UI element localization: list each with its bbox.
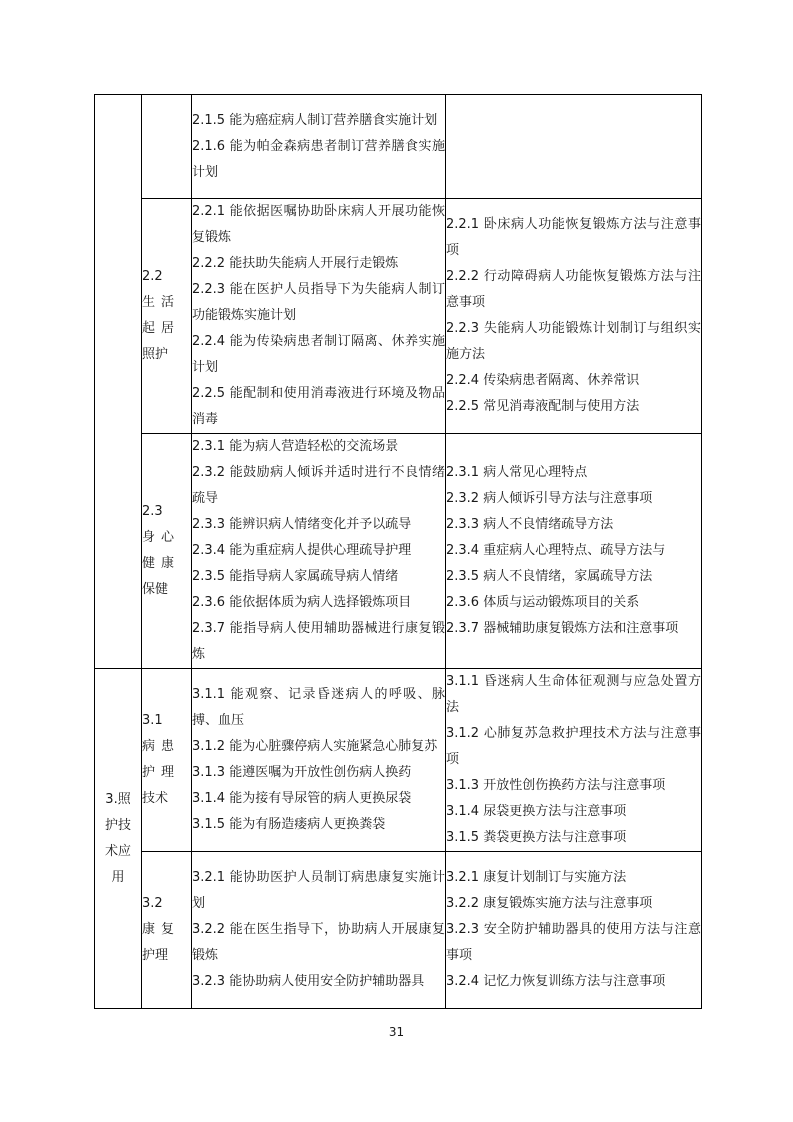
table-row: [95, 95, 702, 199]
unit-code: 2.3: [142, 504, 163, 519]
knowledge-item: 2.2.3 失能病人功能锻炼计划制订与组织实施方法: [446, 321, 701, 362]
knowledge-item: 2.2.1 卧床病人功能恢复锻炼方法与注意事项: [446, 217, 701, 258]
skill-item: 2.2.3 能在医护人员指导下为失能病人制订功能锻炼实施计划: [192, 282, 445, 323]
skills-cell: [192, 95, 446, 199]
skill-item: 2.2.1 能依据医嘱协助卧床病人开展功能恢复锻炼: [192, 204, 445, 245]
skill-item: 2.3.2 能鼓励病人倾诉并适时进行不良情绪疏导: [192, 465, 445, 506]
skill-item: 2.3.6 能依据体质为病人选择锻炼项目: [192, 595, 412, 610]
knowledge-item: 2.3.5 病人不良情绪，家属疏导方法: [446, 569, 653, 584]
knowledge-item: 2.2.2 行动障碍病人功能恢复锻炼方法与注意事项: [446, 269, 701, 310]
unit-code: 3.2: [142, 896, 163, 911]
knowledge-item: 3.1.3 开放性创伤换药方法与注意事项: [446, 778, 666, 793]
knowledge-item: 2.3.3 病人不良情绪疏导方法: [446, 517, 614, 532]
skill-item: 2.3.7 能指导病人使用辅助器械进行康复锻炼: [192, 621, 445, 662]
knowledge-item: 2.2.4 传染病患者隔离、休养常识: [446, 373, 640, 388]
module-cell-2: [95, 95, 142, 669]
knowledge-cell: [446, 852, 702, 1009]
skill-item: 2.3.5 能指导病人家属疏导病人情绪: [192, 569, 399, 584]
unit-code: 2.2: [142, 269, 163, 284]
skill-item: 3.2.3 能协助病人使用安全防护辅助器具: [192, 974, 425, 989]
skill-item: 3.1.4 能为接有导尿管的病人更换尿袋: [192, 791, 412, 806]
knowledge-cell: [446, 95, 702, 199]
module-cell-3: [95, 669, 142, 1009]
table-row: [95, 669, 702, 852]
table-row: [95, 434, 702, 669]
knowledge-item: 3.1.1 昏迷病人生命体征观测与应急处置方法: [446, 674, 701, 715]
knowledge-item: 3.1.4 尿袋更换方法与注意事项: [446, 804, 627, 819]
skill-item: 3.1.5 能为有肠造瘘病人更换粪袋: [192, 817, 386, 832]
unit-cell: [142, 199, 192, 434]
skill-item: 3.2.2 能在医生指导下，协助病人开展康复锻炼: [192, 922, 445, 963]
skill-item: 2.3.3 能辨识病人情绪变化并予以疏导: [192, 517, 412, 532]
skill-item: 3.1.1 能观察、记录昏迷病人的呼吸、脉搏、血压: [192, 687, 445, 728]
knowledge-cell: [446, 434, 702, 669]
skill-item: 2.2.5 能配制和使用消毒液进行环境及物品消毒: [192, 386, 445, 427]
skill-item: 3.1.3 能遵医嘱为开放性创伤病人换药: [192, 765, 412, 780]
unit-cell: [142, 852, 192, 1009]
skill-item: 2.2.2 能扶助失能病人开展行走锻炼: [192, 256, 399, 271]
skill-item: 2.1.6 能为帕金森病患者制订营养膳食实施计划: [192, 138, 445, 180]
knowledge-item: 3.2.1 康复计划制订与实施方法: [446, 870, 627, 885]
module-name: 3.照护技术应用: [104, 791, 131, 885]
skill-item: 2.1.5 能为癌症病人制订营养膳食实施计划: [192, 112, 438, 128]
skills-cell: [192, 434, 446, 669]
page-number: 31: [388, 1025, 405, 1039]
knowledge-item: 2.3.1 病人常见心理特点: [446, 465, 588, 480]
knowledge-item: 3.2.4 记忆力恢复训练方法与注意事项: [446, 974, 666, 989]
knowledge-item: 3.2.3 安全防护辅助器具的使用方法与注意事项: [446, 922, 701, 963]
skill-item: 3.1.2 能为心脏骤停病人实施紧急心肺复苏: [192, 739, 438, 754]
knowledge-item: 2.3.6 体质与运动锻炼项目的关系: [446, 595, 640, 610]
knowledge-item: 3.1.5 粪袋更换方法与注意事项: [446, 830, 627, 845]
unit-cell: [142, 669, 192, 852]
unit-cell: [142, 434, 192, 669]
table-row: [95, 199, 702, 434]
knowledge-cell: [446, 199, 702, 434]
knowledge-item: 3.1.2 心肺复苏急救护理技术方法与注意事项: [446, 726, 701, 767]
unit-name: 生活起居照护: [142, 295, 174, 362]
skills-cell: [192, 669, 446, 852]
skill-item: 2.3.1 能为病人营造轻松的交流场景: [192, 439, 399, 454]
skill-item: 2.2.4 能为传染病患者制订隔离、休养实施计划: [192, 334, 445, 375]
unit-code: 3.1: [142, 713, 163, 728]
unit-name: 康复护理: [142, 922, 174, 963]
skill-item: 3.2.1 能协助医护人员制订病患康复实施计划: [192, 870, 445, 911]
knowledge-item: 3.2.2 康复锻炼实施方法与注意事项: [446, 896, 653, 911]
skill-item: 2.3.4 能为重症病人提供心理疏导护理: [192, 543, 412, 558]
standards-table: [94, 94, 702, 1009]
skills-cell: [192, 852, 446, 1009]
knowledge-item: 2.2.5 常见消毒液配制与使用方法: [446, 399, 640, 414]
unit-name: 身心健康保健: [142, 530, 174, 597]
knowledge-item: 2.3.2 病人倾诉引导方法与注意事项: [446, 491, 653, 506]
table-row: [95, 852, 702, 1009]
skills-cell: [192, 199, 446, 434]
knowledge-item: 2.3.7 器械辅助康复锻炼方法和注意事项: [446, 621, 679, 636]
knowledge-cell: [446, 669, 702, 852]
knowledge-item: 2.3.4 重症病人心理特点、疏导方法与: [446, 543, 666, 558]
unit-cell-2-1-continued: [142, 95, 192, 199]
unit-name: 病患护理技术: [142, 739, 174, 806]
